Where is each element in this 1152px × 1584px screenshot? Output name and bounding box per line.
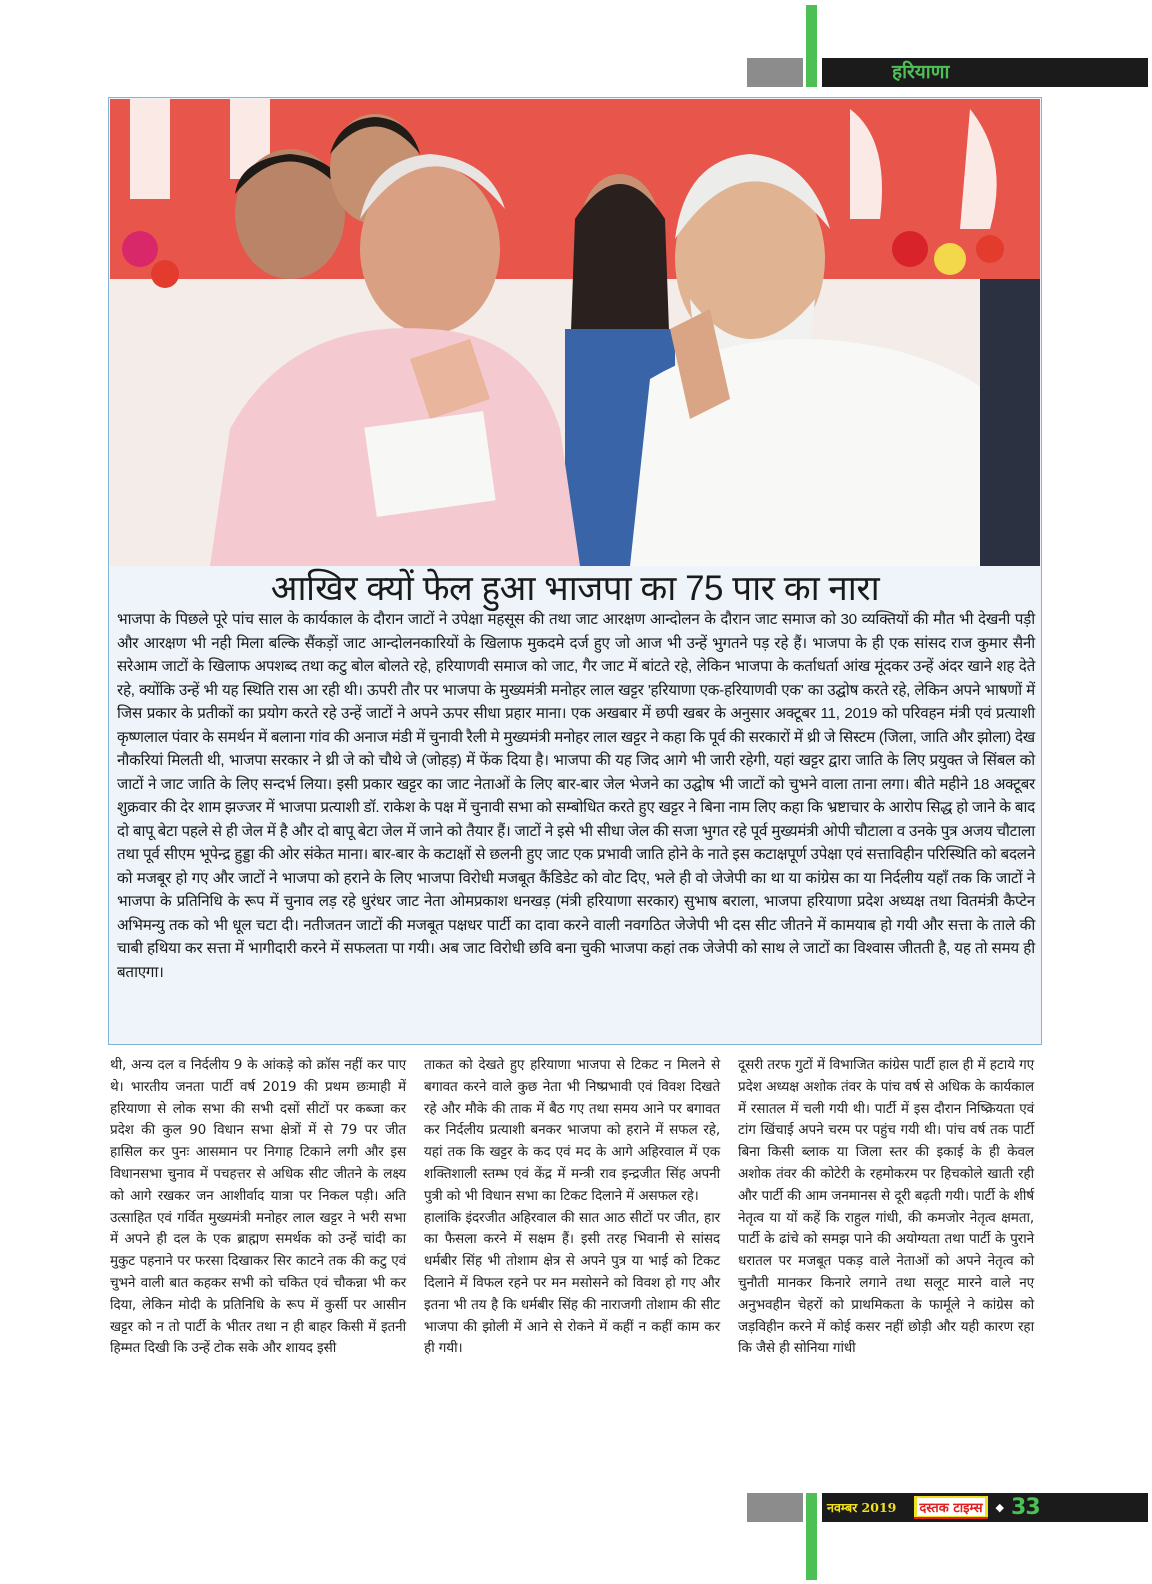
section-title: हरियाणा — [892, 61, 950, 83]
article-column-3 — [738, 1055, 1034, 1360]
column-paragraph: हालांकि इंदरजीत अहिरवाल की सात आठ सीटों पर जीत, हार का फैसला करने में सक्षम हैं। इसी तरह भिवानी से सांसद धर्मबीर सिंह भी तोशाम क्षेत्र से अपने पुत्र या भाई को टिकट दिलाने में विफल रहने पर मन मसोसने को विवश हो गए और इतना भी तय है कि धर्मबीर सिंह की नाराजगी तोशाम की सीट भाजपा की झोली में आने से रोकने में कहीं न कहीं काम कर ही गयी। — [424, 1209, 720, 1357]
column-paragraph: दूसरी तरफ गुटों में विभाजित कांग्रेस पार्टी हाल ही में हटाये गए प्रदेश अध्यक्ष अशोक तंवर के पांच वर्ष से अधिक के कार्यकाल में रसातल में चली गयी थी। पार्टी में इस दौरान निष्क्रियता एवं टांग खिंचाई अपने चरम पर पहुंच गयी थी। पांच वर्ष तक पार्टी बिना किसी ब्लाक या जिला स्तर की इकाई के ही केवल अशोक तंवर की कोटेरी के रहमोकरम पर हिचकोले खाती रही और पार्टी की आम जनमानस से दूरी बढ़ती गयी। पार्टी के शीर्ष नेतृत्व या यों कहें कि राहुल गांधी, की कमजोर नेतृत्व क्षमता, पार्टी के ढांचे को समझ पाने की अयोग्यता तथा पार्टी के पुराने धरातल पर मजबूत पकड़ वाले नेताओं को अपने नेतृत्व को चुनौती मानकर किनारे लगाने तथा सलूट मारने वाले नए अनुभवहीन चेहरों को प्राथमिकता के फार्मूले ने कांग्रेस को जड़विहीन करने में कोई कसर नहीं छोड़ी और यही कारण रहा कि जैसे ही सोनिया गांधी — [738, 1057, 1034, 1357]
article-lead-text: भाजपा के पिछले पूरे पांच साल के कार्यकाल के दौरान जाटों ने उपेक्षा महसूस की तथा जाट आरक्षण आन्दोलन के दौरान जाट समाज को 30 व्यक्तियों की मौत भी देखनी पड़ी और आरक्षण भी नही मिला बल्कि सैंकड़ों जाट आन्दोलनकारियों के खिलाफ मुकदमे दर्ज हुए जो आज भी उन्हें भुगतने पड़ रहे हैं। भाजपा के ही एक सांसद राज कुमार सैनी सरेआम जाटों के खिलाफ अपशब्द तथा कटु बोल बोलते रहे, हरियाणवी समाज को जाट, गैर जाट में बांटते रहे, लेकिन भाजपा के कर्ताधर्ता आंख मूंदकर उन्हें अंदर खाने शह देते रहे, क्योंकि उन्हें भी यह स्थिति रास आ रही थी। ऊपरी तौर पर भाजपा के मुख्यमंत्री मनोहर लाल खट्टर 'हरियाणा एक-हरियाणवी एक' का उद्घोष करते रहे, लेकिन अपने भाषणों में जिस प्रकार के प्रतीकों का प्रयोग करते रहे उन्हें जाटों ने अपने ऊपर सीधा प्रहार माना। एक अखबार में छपी खबर के अनुसार अक्टूबर 11, 2019 को परिवहन मंत्री एवं प्रत्याशी कृष्णलाल पंवार के समर्थन में बलाना गांव की अनाज मंडी में चुनावी रैली मे मुख्यमंत्री मनोहर लाल खट्टर ने कहा कि पूर्व की सरकारों में थ्री जे सिस्टम (जिला, जाति और झोला) देख नौकरियां मिलती थी, भाजपा सरकार ने थ्री जे को चौथे जे (जोहड़) में फेंक दिया है। भाजपा की यह जिद आगे भी जारी रहेगी, यहां खट्टर द्वारा जाति के लिए प्रयुक्त जे सिंबल को जाटों ने जाट जाति के लिए सन्दर्भ लिया। इसी प्रकार खट्टर का जाट नेताओं के लिए बार-बार जेल भेजने का उद्घोष भी जाटों को चुभने वाला ताना लगा। बीते महीने 18 अक्टूबर शुक्रवार की देर शाम झज्जर में भाजपा प्रत्याशी डॉ. राकेश के पक्ष में चुनावी सभा को सम्बोधित करते हुए खट्टर ने बिना नाम लिए कहा कि भ्रष्टाचार के आरोप सिद्ध हो जाने के बाद दो बापू बेटा पहले से ही जेल में है और दो बापू बेटा जेल में जाने को तैयार हैं। जाटों ने इसे भी सीधा जेल की सजा भुगत रहे पूर्व मुख्यमंत्री ओपी चौटाला व उनके पुत्र अजय चौटाला तथा पूर्व सीएम भूपेन्द्र हुड्डा की ओर संकेत माना। बार-बार के कटाक्षों से छलनी हुए जाट एक प्रभावी जाति होने के नाते इस कटाक्षपूर्ण उपेक्षा एवं सत्ताविहीन परिस्थिति को बदलने को मजबूर हो गए और जाटों ने भाजपा को हराने के लिए भाजपा विरोधी मजबूत कैंडिडेट को वोट दिए, भले ही वो जेजेपी का था या कांग्रेस का या निर्दलीय यहाँ तक कि जाटों ने भाजपा के प्रतिनिधि के रूप में चुनाव लड़ रहे धुरंधर जाट नेता ओमप्रकाश धनखड़ (मंत्री हरियाणा सरकार) सुभाष बराला, भाजपा हरियाणा प्रदेश अध्यक्ष तथा वितमंत्री कैप्टेन अभिमन्यु तक को भी धूल चटा दी। नतीजतन जाटों की मजबूत पक्षधर पार्टी का दावा करने वाली नवगठित जेजेपी भी दस सीट जीतने में कामयाब हो गयी और सत्ता के ताले की चाबी हथिया कर सत्ता में भागीदारी करने में सफलता पा गयी। अब जाट विरोधी छवि बना चुकी भाजपा कहां तक जेजेपी को साथ ले जाटों का विश्वास जीतती है, यह तो समय ही बताएगा। — [117, 611, 1035, 981]
magazine-name: दस्तक टाइम्स — [917, 1498, 984, 1516]
footer-gray-block — [747, 1493, 803, 1522]
photo-illustration — [110, 99, 1040, 566]
magazine-logo — [914, 1496, 987, 1519]
footer-green-rule — [806, 1493, 817, 1580]
column-paragraph: ताकत को देखते हुए हरियाणा भाजपा से टिकट न मिलने से बगावत करने वाले कुछ नेता भी निष्प्रभावी एवं विवश दिखते रहे और मौके की ताक में बैठ गए तथा समय आने पर बगावत कर निर्दलीय प्रत्याशी बनकर भाजपा को हराने में सफल रहे, यहां तक कि खट्टर के कद एवं मद के आगे अहिरवाल में एक शक्तिशाली स्तम्भ एवं केंद्र में मन्त्री राव इन्द्रजीत सिंह अपनी पुत्री को भी विधान सभा का टिकट दिलाने में असफल रहे। — [424, 1057, 720, 1204]
diamond-separator-icon: ◆ — [995, 1501, 1005, 1514]
section-header-bar — [822, 58, 1148, 87]
header-green-rule — [806, 5, 817, 87]
column-paragraph: थी, अन्य दल व निर्दलीय 9 के आंकड़े को क्रॉस नहीं कर पाए थे। भारतीय जनता पार्टी वर्ष 2019 की प्रथम छःमाही में हरियाणा से लोक सभा की सभी दसों सीटों पर कब्जा कर प्रदेश की कुल 90 विधान सभा क्षेत्रों में से 79 पर जीत हासिल कर पुनः आसमान पर निगाह टिकाने लगी और इस विधानसभा चुनाव में पचहत्तर से अधिक सीट जीतने के लक्ष्य को आगे रखकर जन आशीर्वाद यात्रा पर निकल पड़ी। अति उत्साहित एवं गर्वित मुख्यमंत्री मनोहर लाल खट्टर ने भरी सभा में अपने ही दल के एक ब्राह्मण समर्थक को उन्हें चांदी का मुकुट पहनाने पर फरसा दिखाकर सिर काटने तक की कटु एवं चुभने वाली बात कहकर सभी को चकित एवं चौकन्ना भी कर दिया, लेकिन मोदी के प्रतिनिधि के रूप में कुर्सी पर आसीन खट्टर को न तो पार्टी के भीतर तथा न ही बाहर किसी में इतनी हिम्मत दिखी कि उन्हें टोक सके और शायद इसी — [110, 1057, 407, 1357]
article-column-2 — [424, 1055, 720, 1360]
article-headline: आखिर क्यों फेल हुआ भाजपा का 75 पार का नारा — [270, 569, 880, 608]
issue-date: नवम्बर 2019 — [827, 1500, 897, 1515]
article-box — [108, 97, 1042, 1045]
page-number: 33 — [1011, 1495, 1040, 1520]
header-gray-block — [747, 58, 803, 87]
article-photo — [110, 99, 1040, 566]
article-column-1 — [110, 1055, 406, 1360]
footer-bar — [822, 1493, 1148, 1522]
